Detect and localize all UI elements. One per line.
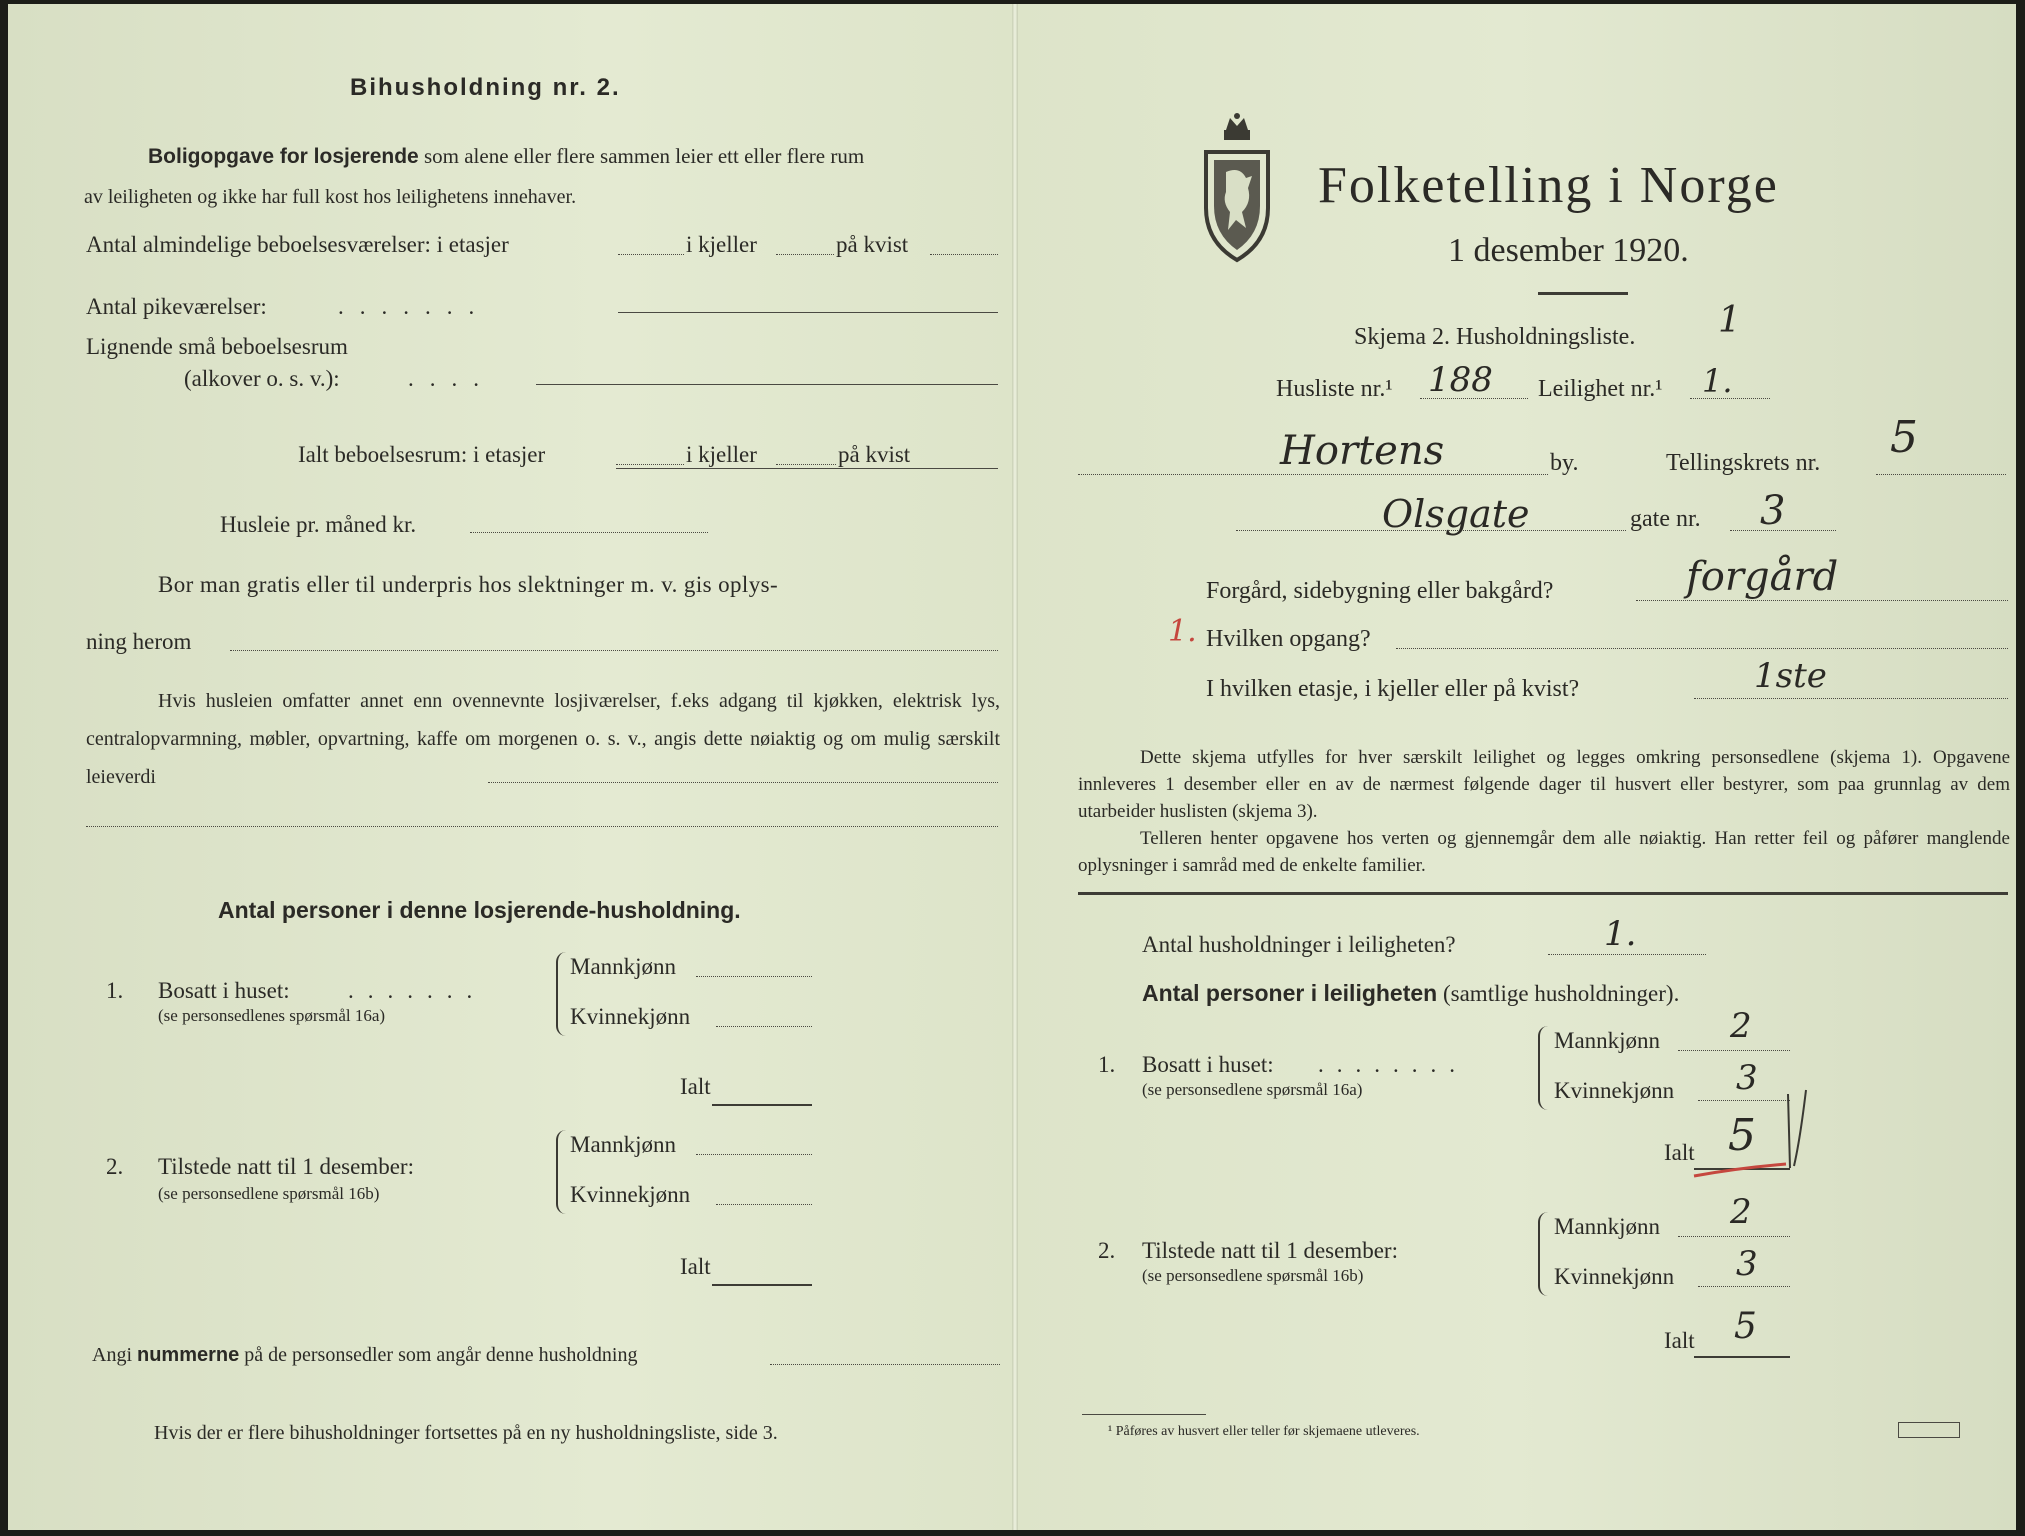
q1-sub: (se personsedlenes spørsmål 16a) [158, 1006, 386, 1025]
husliste-label: Husliste nr.¹ [1276, 376, 1393, 402]
r-q1-ialt-label: Ialt [1664, 1140, 1695, 1165]
rooms-kjeller-label: i kjeller [686, 232, 757, 257]
krets-label: Tellingskrets nr. [1666, 450, 1821, 476]
leilighet-hand[interactable]: 1. [1702, 362, 1733, 400]
gratis-text-2: ning herom [86, 629, 192, 654]
angi-line [92, 1344, 637, 1367]
r-q2-num: 2. [1098, 1238, 1116, 1263]
hvis-field-1[interactable] [488, 782, 998, 783]
q2-kvinne-label: Kvinnekjønn [570, 1182, 691, 1207]
pike-fields[interactable] [618, 312, 998, 313]
q2-brace [556, 1130, 568, 1214]
lign-dots: .... [408, 366, 495, 391]
gratis-field[interactable] [230, 650, 998, 651]
r-q2-sub: (se personsedlene spørsmål 16b) [1142, 1266, 1364, 1285]
q1-mann-label: Mannkjønn [570, 954, 677, 979]
r-q1-brace [1538, 1026, 1550, 1110]
city-hand[interactable]: Hortens [1280, 428, 1445, 474]
ialt-underline [616, 468, 998, 469]
rooms-kvist-label: på kvist [836, 232, 909, 257]
q2-ialt-field[interactable] [712, 1284, 812, 1286]
forgard-field[interactable] [1636, 600, 2008, 601]
r-q1-num: 1. [1098, 1052, 1116, 1077]
r-q2-kvinne-label: Kvinnekjønn [1554, 1264, 1675, 1289]
hvis-field-2[interactable] [86, 826, 998, 827]
opgang-label: Hvilken opgang? [1206, 626, 1371, 652]
info-text-2: Telleren henter opgavene hos verten og gjennemgår dem alle nøiaktig. Han retter feil og påfører manglende oplysninger i samråd med de enkelte familier. [1078, 828, 2010, 876]
husleie-label: Husleie pr. måned kr. [220, 512, 417, 537]
ialt-etasjer-field[interactable] [616, 464, 684, 465]
intro-rest: som alene eller flere sammen leier ett eller flere rum [423, 144, 865, 168]
intro-bold: Boligopgave for losjerende [148, 145, 419, 168]
r-q1-dots: ........ [1318, 1052, 1468, 1077]
ialt-kjeller-label: i kjeller [686, 442, 757, 467]
forgard-label: Forgård, sidebygning eller bakgård? [1206, 578, 1554, 604]
persons-line [1142, 980, 1679, 1007]
etasje-label: I hvilken etasje, i kjeller eller på kvist? [1206, 676, 1580, 702]
footnote: ¹ Påføres av husvert eller teller før skjemaene utleveres. [1108, 1424, 1420, 1439]
q2-ialt-label: Ialt [680, 1254, 711, 1279]
r-q2-label: Tilstede natt til 1 desember: [1142, 1238, 1398, 1263]
r-q1-ialt-hand[interactable]: 5 [1728, 1110, 1756, 1161]
r-q2-ialt-label: Ialt [1664, 1328, 1695, 1353]
r-q2-ialt-hand[interactable]: 5 [1734, 1306, 1757, 1347]
q2-sub: (se personsedlene spørsmål 16b) [158, 1184, 380, 1203]
street-hand[interactable]: Olsgate [1382, 492, 1530, 536]
rooms-kvist-field[interactable] [930, 254, 998, 255]
r-q2-brace [1538, 1212, 1550, 1296]
intro-line-1 [148, 144, 864, 169]
right-page [1018, 4, 2016, 1530]
persons-rest: (samtlige husholdninger). [1442, 981, 1680, 1006]
r-q2-kvinne-hand[interactable]: 3 [1736, 1244, 1758, 1284]
check-mark-icon [1678, 1080, 1818, 1190]
rooms-kjeller-field[interactable] [776, 254, 834, 255]
pike-label: Antal pikeværelser: [86, 294, 267, 319]
r-q2-mann-hand[interactable]: 2 [1730, 1192, 1752, 1232]
q1-mann-field[interactable] [696, 976, 812, 977]
city-field[interactable] [1078, 474, 1548, 475]
right-title: Folketelling i Norge [1318, 157, 1779, 214]
skjema-label: Skjema 2. Husholdningsliste. [1354, 324, 1636, 350]
left-footer: Hvis der er flere bihusholdninger fortsettes på en ny husholdningsliste, side 3. [154, 1422, 778, 1444]
r-q2-mann-field[interactable] [1678, 1236, 1790, 1237]
skjema-hand[interactable]: 1 [1718, 300, 1741, 341]
lign-fields[interactable] [536, 384, 998, 385]
hvis-text: Hvis husleien omfatter annet enn ovennevnte losjiværelser, f.eks adgang til kjøkken, elektrisk lys, centralopvarmning, møbler, opvartning, kaffe om morgenen o. s. v., angis dette nøiaktig og om mulig særskilt leieverdi [86, 690, 1000, 788]
q1-kvinne-field[interactable] [716, 1026, 812, 1027]
r-q1-label: Bosatt i huset: [1142, 1052, 1274, 1077]
krets-field[interactable] [1876, 474, 2006, 475]
q2-kvinne-field[interactable] [716, 1204, 812, 1205]
angi-bold: nummerne [137, 1344, 240, 1366]
right-date: 1 desember 1920. [1448, 232, 1689, 269]
ialt-kjeller-field[interactable] [776, 464, 836, 465]
angi-pre: Angi [92, 1344, 132, 1366]
gate-label: gate nr. [1630, 506, 1701, 532]
q2-mann-label: Mannkjønn [570, 1132, 677, 1157]
q1-dots: ....... [348, 978, 487, 1003]
rooms-etasjer-field[interactable] [618, 254, 684, 255]
krets-hand[interactable]: 5 [1890, 412, 1918, 463]
r-q1-sub: (se personsedlene spørsmål 16a) [1142, 1080, 1363, 1099]
gate-hand[interactable]: 3 [1760, 488, 1786, 534]
by-label: by. [1550, 450, 1579, 476]
q2-num: 2. [106, 1154, 124, 1179]
r-q2-ialt-field[interactable] [1694, 1356, 1790, 1358]
leilighet-label: Leilighet nr.¹ [1538, 376, 1663, 402]
hush-field[interactable] [1548, 954, 1706, 955]
r-q2-kvinne-field[interactable] [1698, 1286, 1790, 1287]
q1-label: Bosatt i huset: [158, 978, 290, 1003]
opgang-mark: 1. [1168, 614, 1197, 649]
rooms-label: Antal almindelige beboelsesværelser: i etasjer [86, 232, 509, 257]
left-title: Bihusholdning nr. 2. [350, 74, 621, 101]
pike-dots: ....... [338, 294, 491, 319]
husliste-hand[interactable]: 188 [1428, 360, 1493, 400]
q1-brace [556, 952, 568, 1036]
hush-label: Antal husholdninger i leiligheten? [1142, 932, 1456, 957]
husleie-field[interactable] [470, 532, 708, 533]
q2-label: Tilstede natt til 1 desember: [158, 1154, 414, 1179]
r-q1-mann-label: Mannkjønn [1554, 1028, 1661, 1053]
r-q1-kvinne-label: Kvinnekjønn [1554, 1078, 1675, 1103]
footnote-rule [1082, 1414, 1206, 1415]
q1-ialt-label: Ialt [680, 1074, 711, 1099]
persons-heading: Antal personer i denne losjerende-husholdning. [218, 897, 741, 923]
r-q1-kvinne-hand[interactable]: 3 [1736, 1058, 1758, 1098]
r-q1-mann-hand[interactable]: 2 [1730, 1006, 1752, 1046]
q2-mann-field[interactable] [696, 1154, 812, 1155]
angi-field[interactable] [770, 1364, 1000, 1365]
date-rule [1538, 292, 1628, 295]
r-q1-mann-field[interactable] [1678, 1050, 1790, 1051]
gratis-text: Bor man gratis eller til underpris hos slektninger m. v. gis oplys- [158, 572, 779, 597]
q1-kvinne-label: Kvinnekjønn [570, 1004, 691, 1029]
coat-of-arms-icon [1196, 112, 1278, 264]
etasje-field[interactable] [1694, 698, 2008, 699]
ialt-rooms-label: Ialt beboelsesrum: i etasjer [298, 442, 546, 467]
left-page [8, 4, 1012, 1530]
etasje-hand[interactable]: 1ste [1754, 656, 1827, 696]
intro-line-2: av leiligheten og ikke har full kost hos leilighetens innehaver. [84, 186, 577, 208]
forgard-hand[interactable]: forgård [1686, 554, 1839, 600]
lign-label-2: (alkover o. s. v.): [184, 366, 340, 391]
angi-post: på de personsedler som angår denne husholdning [244, 1344, 638, 1366]
info-rule [1078, 892, 2008, 895]
ialt-kvist-label: på kvist [838, 442, 911, 467]
info-text-1: Dette skjema utfylles for hver særskilt leilighet og legges omkring personsedlene (skjema 1). Opgavene innleveres 1 desember eller en av de nærmest følgende dager til husvert eller bestyrer, som paa grunnlag av dem utarbeider huslisten (skjema 3). [1078, 747, 2010, 822]
persons-bold: Antal personer i leiligheten [1142, 980, 1438, 1006]
printer-stamp [1898, 1422, 1960, 1438]
opgang-field[interactable] [1396, 648, 2008, 649]
r-q2-mann-label: Mannkjønn [1554, 1214, 1661, 1239]
q1-num: 1. [106, 978, 124, 1003]
lign-label-1: Lignende små beboelsesrum [86, 334, 348, 359]
q1-ialt-field[interactable] [712, 1104, 812, 1106]
hush-hand[interactable]: 1. [1604, 914, 1637, 954]
